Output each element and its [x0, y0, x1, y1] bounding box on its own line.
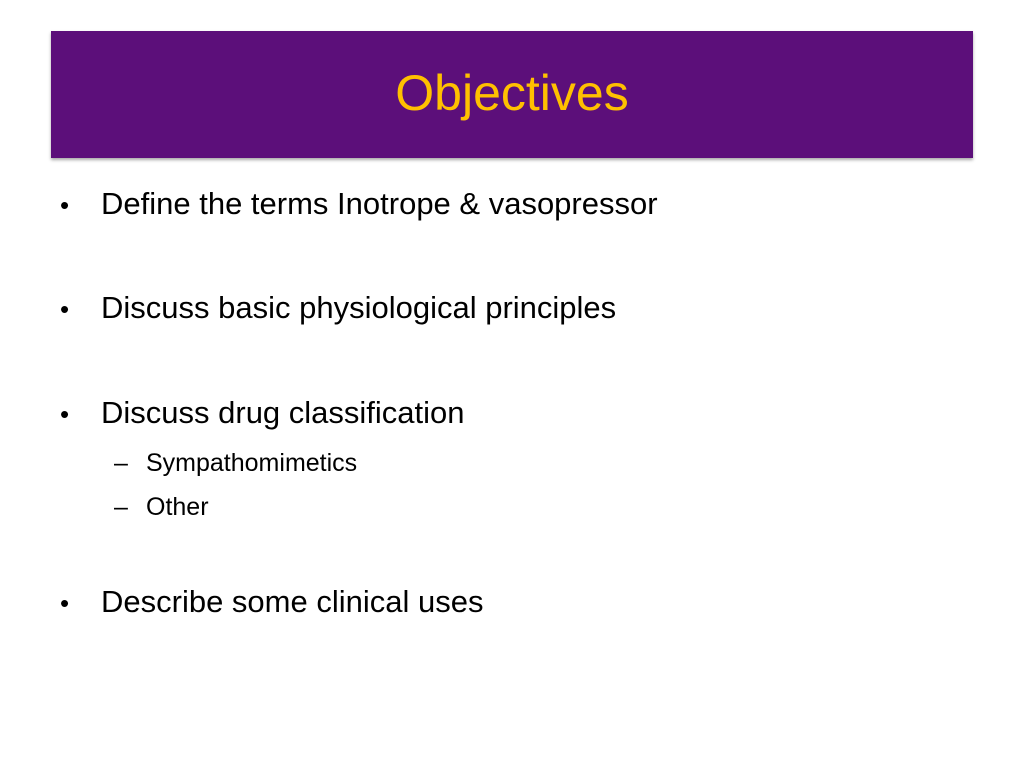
bullet-item: [60, 395, 465, 431]
bullet-icon: •: [60, 294, 70, 324]
sub-bullet-text: Other: [146, 493, 209, 521]
bullet-item: [60, 186, 658, 222]
bullet-text: Describe some clinical uses: [101, 584, 484, 619]
bullet-item: [60, 290, 616, 326]
dash-icon: –: [114, 449, 128, 477]
bullet-icon: •: [60, 190, 70, 220]
bullet-item: [60, 584, 483, 620]
bullet-icon: •: [60, 588, 70, 618]
bullet-text: Discuss drug classification: [101, 395, 465, 430]
dash-icon: –: [114, 493, 128, 521]
bullet-text: Discuss basic physiological principles: [101, 290, 617, 325]
slide-title: Objectives: [395, 64, 629, 121]
sub-bullet-text: Sympathomimetics: [146, 449, 358, 477]
sub-bullet-item: [114, 493, 209, 522]
sub-bullet-item: [114, 449, 357, 478]
bullet-icon: •: [60, 399, 70, 429]
bullet-text: Define the terms Inotrope & vasopressor: [101, 186, 658, 221]
